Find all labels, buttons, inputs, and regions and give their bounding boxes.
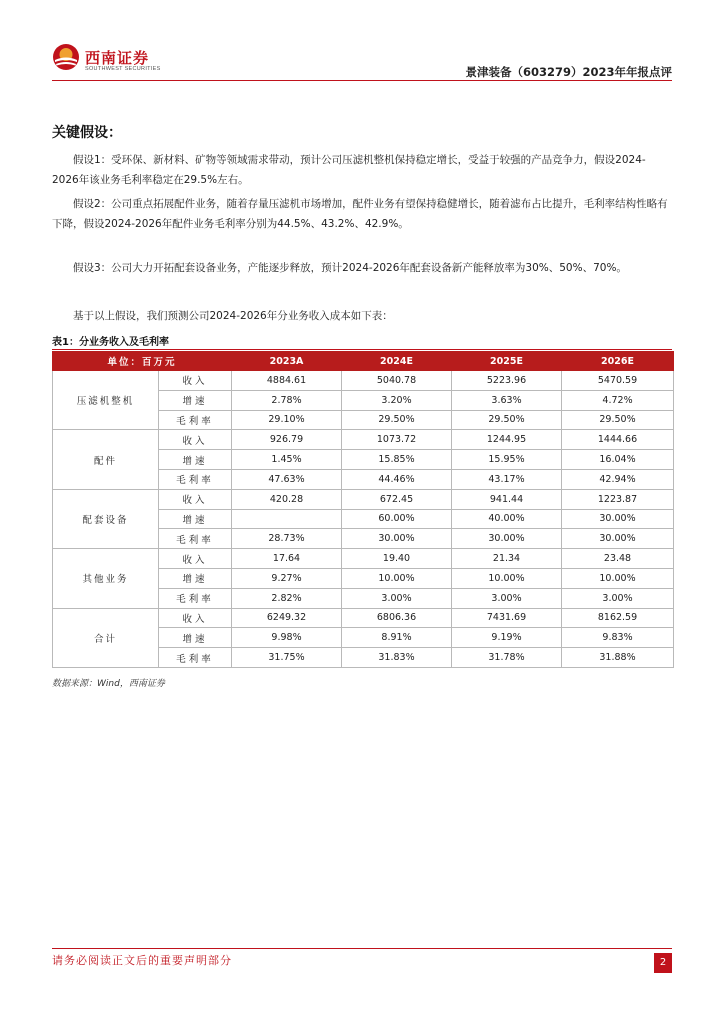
metric-label: 收入 <box>159 430 232 450</box>
caption-divider <box>52 349 672 350</box>
segment-name: 合计 <box>53 608 159 667</box>
table-cell: 44.46% <box>342 469 452 489</box>
metric-label: 增速 <box>159 568 232 588</box>
assumption-paragraph-3: 假设3：公司大力开拓配套设备业务，产能逐步释放，预计2024-2026年配套设备新产能释放率为30%、50%、70%。 <box>73 262 627 274</box>
table-cell: 9.27% <box>232 568 342 588</box>
logo-english-name: SOUTHWEST SECURITIES <box>85 66 161 72</box>
table-cell: 15.95% <box>452 450 562 470</box>
metric-label: 收入 <box>159 371 232 391</box>
table-cell: 19.40 <box>342 549 452 569</box>
table-cell: 23.48 <box>562 549 674 569</box>
segment-name: 压滤机整机 <box>53 371 159 430</box>
header-divider <box>52 80 672 81</box>
table-cell: 31.83% <box>342 648 452 668</box>
table-cell: 10.00% <box>342 568 452 588</box>
metric-label: 毛利率 <box>159 410 232 430</box>
table-cell: 8162.59 <box>562 608 674 628</box>
table-cell: 60.00% <box>342 509 452 529</box>
table-cell: 29.10% <box>232 410 342 430</box>
year-header: 2023A <box>232 352 342 371</box>
table-cell: 5223.96 <box>452 371 562 391</box>
segment-name: 其他业务 <box>53 549 159 608</box>
table-cell: 30.00% <box>562 529 674 549</box>
table-cell: 941.44 <box>452 489 562 509</box>
table-caption: 表1：分业务收入及毛利率 <box>52 337 169 348</box>
table-cell: 6806.36 <box>342 608 452 628</box>
data-source-note: 数据来源：Wind，西南证券 <box>52 679 165 689</box>
table-cell: 31.75% <box>232 648 342 668</box>
metric-label: 收入 <box>159 489 232 509</box>
table-cell: 3.00% <box>452 588 562 608</box>
table-row <box>53 489 674 509</box>
table-header-row <box>53 352 674 371</box>
segment-name: 配套设备 <box>53 489 159 548</box>
table-cell: 926.79 <box>232 430 342 450</box>
segment-name: 配件 <box>53 430 159 489</box>
table-cell: 5470.59 <box>562 371 674 391</box>
metric-label: 毛利率 <box>159 588 232 608</box>
assumption-paragraph-2: 假设2：公司重点拓展配件业务，随着存量压滤机市场增加，配件业务有望保持稳健增长，随着滤布占比提升，毛利率结构性略有下降，假设2024-2026年配件业务毛利率分别为44.5%、43.2%、42.9%。 <box>52 198 668 230</box>
table-cell: 5040.78 <box>342 371 452 391</box>
table-cell: 3.20% <box>342 390 452 410</box>
southwest-securities-sun-logo-icon <box>52 43 80 71</box>
table-cell: 31.78% <box>452 648 562 668</box>
table-cell: 40.00% <box>452 509 562 529</box>
table-cell: 3.00% <box>342 588 452 608</box>
year-header: 2025E <box>452 352 562 371</box>
table-cell <box>232 509 342 529</box>
logo-chinese-name: 西南证券 <box>85 49 150 67</box>
metric-label: 增速 <box>159 628 232 648</box>
table-cell: 43.17% <box>452 469 562 489</box>
table-cell: 28.73% <box>232 529 342 549</box>
table-cell: 420.28 <box>232 489 342 509</box>
year-header: 2024E <box>342 352 452 371</box>
table-cell: 30.00% <box>452 529 562 549</box>
table-row <box>53 430 674 450</box>
table-cell: 9.19% <box>452 628 562 648</box>
table-cell: 4884.61 <box>232 371 342 391</box>
table-cell: 1444.66 <box>562 430 674 450</box>
metric-label: 收入 <box>159 549 232 569</box>
table-cell: 3.63% <box>452 390 562 410</box>
table-cell: 9.83% <box>562 628 674 648</box>
segment-revenue-table <box>52 351 674 668</box>
year-header: 2026E <box>562 352 674 371</box>
table-cell: 21.34 <box>452 549 562 569</box>
table-cell: 29.50% <box>452 410 562 430</box>
metric-label: 增速 <box>159 509 232 529</box>
table-cell: 2.82% <box>232 588 342 608</box>
table-cell: 8.91% <box>342 628 452 648</box>
table-cell: 3.00% <box>562 588 674 608</box>
table-row <box>53 371 674 391</box>
table-cell: 17.64 <box>232 549 342 569</box>
page-number: 2 <box>654 953 672 973</box>
page-header <box>0 0 724 82</box>
metric-label: 毛利率 <box>159 648 232 668</box>
assumption-paragraph-1: 假设1：受环保、新材料、矿物等领域需求带动，预计公司压滤机整机保持稳定增长，受益于较强的产品竞争力，假设2024-2026年该业务毛利率稳定在29.5%左右。 <box>52 154 646 186</box>
footer-divider <box>52 948 672 949</box>
table-cell: 29.50% <box>562 410 674 430</box>
table-cell: 1.45% <box>232 450 342 470</box>
unit-header: 单位：百万元 <box>53 352 232 371</box>
metric-label: 增速 <box>159 450 232 470</box>
section-title: 关键假设： <box>52 125 122 141</box>
report-title: 景津装备（603279）2023年年报点评 <box>465 65 672 79</box>
table-cell: 31.88% <box>562 648 674 668</box>
metric-label: 毛利率 <box>159 529 232 549</box>
metric-label: 收入 <box>159 608 232 628</box>
table-cell: 10.00% <box>562 568 674 588</box>
table-cell: 10.00% <box>452 568 562 588</box>
table-cell: 1223.87 <box>562 489 674 509</box>
table-cell: 4.72% <box>562 390 674 410</box>
table-cell: 1073.72 <box>342 430 452 450</box>
table-cell: 7431.69 <box>452 608 562 628</box>
disclaimer-note: 请务必阅读正文后的重要声明部分 <box>52 954 232 967</box>
table-cell: 30.00% <box>562 509 674 529</box>
table-cell: 47.63% <box>232 469 342 489</box>
table-cell: 1244.95 <box>452 430 562 450</box>
table-cell: 15.85% <box>342 450 452 470</box>
table-cell: 2.78% <box>232 390 342 410</box>
table-row <box>53 608 674 628</box>
table-cell: 6249.32 <box>232 608 342 628</box>
table-cell: 9.98% <box>232 628 342 648</box>
table-cell: 30.00% <box>342 529 452 549</box>
brand-logo <box>52 43 162 77</box>
summary-paragraph: 基于以上假设，我们预测公司2024-2026年分业务收入成本如下表： <box>73 310 393 322</box>
table-cell: 29.50% <box>342 410 452 430</box>
table-cell: 672.45 <box>342 489 452 509</box>
metric-label: 毛利率 <box>159 469 232 489</box>
metric-label: 增速 <box>159 390 232 410</box>
table-row <box>53 549 674 569</box>
table-cell: 42.94% <box>562 469 674 489</box>
table-cell: 16.04% <box>562 450 674 470</box>
